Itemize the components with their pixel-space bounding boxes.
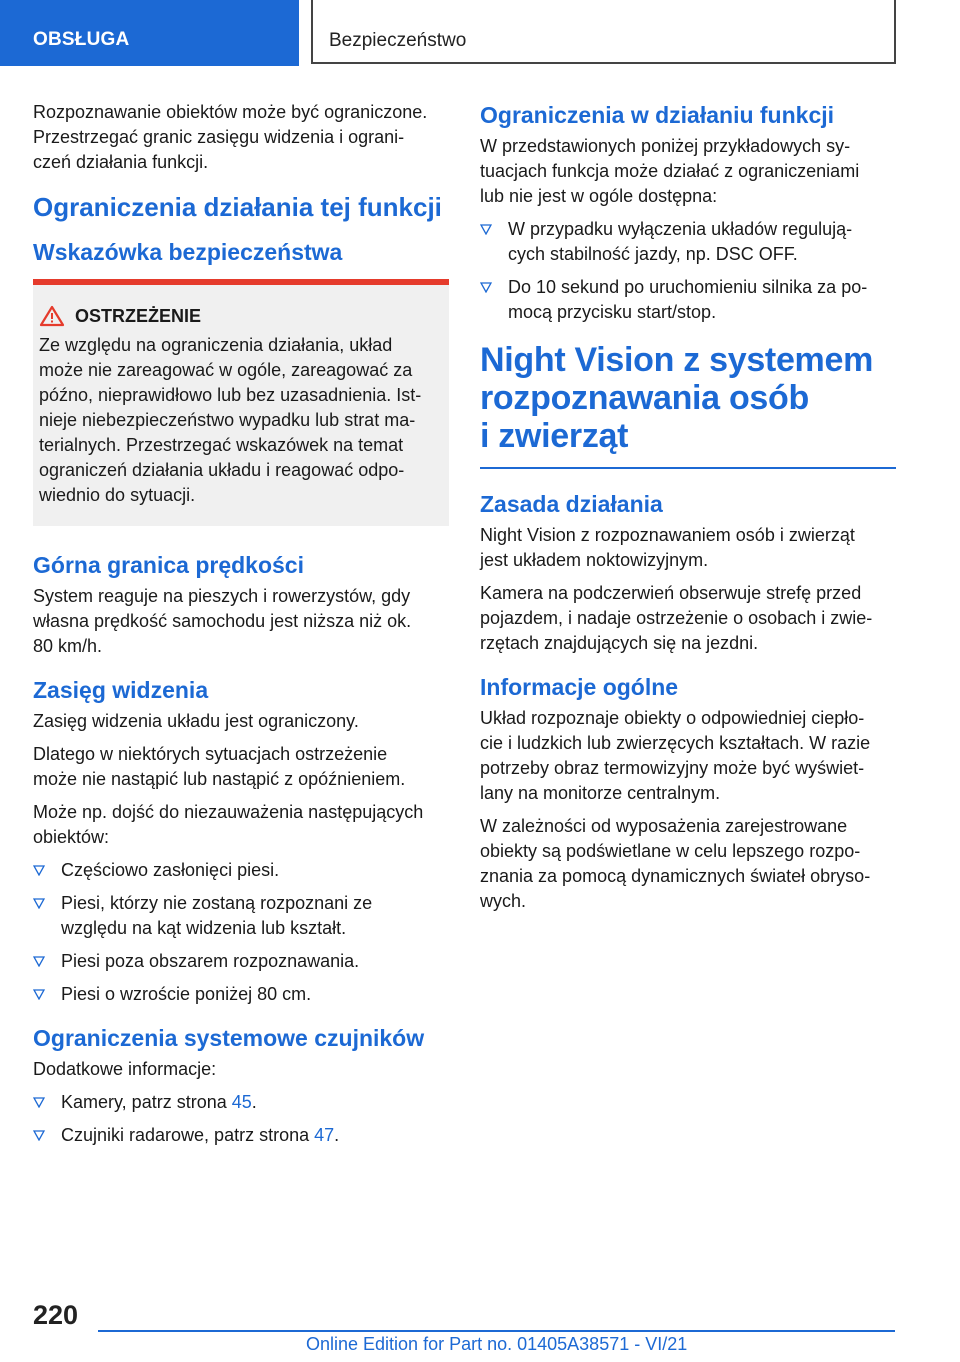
page-number: 220 — [33, 1300, 79, 1330]
page-link-cameras[interactable]: 45 — [231, 1092, 252, 1112]
triangle-bullet-icon — [480, 281, 492, 293]
heading-safety-note: Wskazówka bezpieczeństwa — [33, 239, 343, 265]
func-list — [480, 217, 896, 325]
heading-sensor-limits: Ograniczenia systemowe czujników — [33, 1025, 425, 1051]
warning-title-row — [39, 303, 439, 329]
page-header — [0, 0, 960, 66]
range-paragraph-1: Zasięg widzenia układu jest ograniczony. — [33, 711, 359, 731]
heading-speed-limit: Górna granica prędkości — [33, 552, 304, 578]
list-item: Piesi, którzy nie zostaną rozpoznani ze względu na kąt widzenia lub kształt. — [33, 891, 449, 941]
heading-principle: Zasada działania — [480, 491, 663, 517]
list-item: Kamery, patrz strona 45. — [33, 1090, 449, 1115]
triangle-bullet-icon — [33, 955, 45, 967]
warning-triangle-icon — [39, 305, 65, 327]
range-paragraph-3: Może np. dojść do niezauważenia następujących obiektów: — [33, 802, 424, 847]
range-paragraph-2: Dlatego w niektórych sytuacjach ostrzeżenie może nie nastąpić lub nastąpić z opóźnieniem. — [33, 744, 406, 789]
func-paragraph: W przedstawionych poniżej przykładowych sy- tuacjach funkcja może działać z ograniczeniami lub nie jest w ogóle dostępna: — [480, 136, 860, 206]
triangle-bullet-icon — [33, 864, 45, 876]
chapter-tab: Bezpieczeństwo — [311, 0, 896, 64]
general-paragraph-2: W zależności od wyposażenia zarejestrowane obiekty są podświetlane w celu lepszego rozpo- znania za pomocą dynamicznych świateł obryso- wych. — [480, 816, 871, 911]
sensors-paragraph: Dodatkowe informacje: — [33, 1059, 217, 1079]
intro-paragraph: Rozpoznawanie obiektów może być ograniczone. Przestrzegać granic zasięgu widzenia i ograni- czeń działania funkcji. — [33, 102, 428, 172]
triangle-bullet-icon — [33, 1129, 45, 1141]
principle-paragraph-1: Night Vision z rozpoznawaniem osób i zwierząt jest układem noktowizyjnym. — [480, 525, 855, 570]
left-column — [33, 100, 449, 1156]
range-list — [33, 858, 449, 1007]
warning-box — [33, 279, 449, 526]
heading-function-limits: Ograniczenia działania tej funkcji — [33, 192, 442, 222]
triangle-bullet-icon — [33, 897, 45, 909]
heading-range: Zasięg widzenia — [33, 677, 209, 703]
list-item: W przypadku wyłączenia układów regulują- cych stabilność jazdy, np. DSC OFF. — [480, 217, 896, 267]
list-item: Piesi o wzroście poniżej 80 cm. — [33, 982, 449, 1007]
heading-general-info: Informacje ogólne — [480, 674, 679, 700]
page-link-radar[interactable]: 47 — [314, 1125, 335, 1145]
principle-paragraph-2: Kamera na podczerwień obserwuje strefę przed pojazdem, i nadaje ostrzeżenie o osobach i zwie- rzętach znajdujących się na jezdni. — [480, 583, 873, 653]
heading-func-limits: Ograniczenia w działaniu funkcji — [480, 102, 835, 128]
footer-edition: Online Edition for Part no. 01405A38571 - VI/21 — [306, 1334, 688, 1354]
general-paragraph-1: Układ rozpoznaje obiekty o odpowiedniej ciepło- cie i ludzkich lub zwierzęcych kształtach. W razie potrzeby obraz termowizyjny może być wyświet- lany na monitorze centralnym. — [480, 708, 871, 803]
warning-text: Ze względu na ograniczenia działania, układ może nie zareagować w ogóle, zareagować za późno, nieprawidłowo lub bez uzasadnienia. Ist- nieje niebezpieczeństwo wypadku lub strat ma- terialnych. Przestrzegać wskazówek na temat ograniczeń działania układu i reagować odpo- wiednio do sytuacji. — [39, 335, 422, 505]
warning-title: OSTRZEŻENIE — [75, 306, 202, 326]
triangle-bullet-icon — [480, 223, 492, 235]
sensor-list — [33, 1090, 449, 1148]
title-divider — [480, 467, 896, 469]
list-item: Piesi poza obszarem rozpoznawania. — [33, 949, 449, 974]
list-item: Do 10 sekund po uruchomieniu silnika za po- mocą przycisku start/stop. — [480, 275, 896, 325]
triangle-bullet-icon — [33, 988, 45, 1000]
section-tab: OBSŁUGA — [0, 0, 299, 66]
speed-paragraph: System reaguje na pieszych i rowerzystów, gdy własna prędkość samochodu jest niższa niż ok. 80 km/h. — [33, 586, 412, 656]
list-item: Częściowo zasłonięci piesi. — [33, 858, 449, 883]
list-item: Czujniki radarowe, patrz strona 47. — [33, 1123, 449, 1148]
right-column — [480, 100, 896, 922]
footer-divider — [98, 1330, 895, 1332]
section-title: Night Vision z systemem rozpoznawania osób i zwierząt — [480, 341, 874, 455]
triangle-bullet-icon — [33, 1096, 45, 1108]
